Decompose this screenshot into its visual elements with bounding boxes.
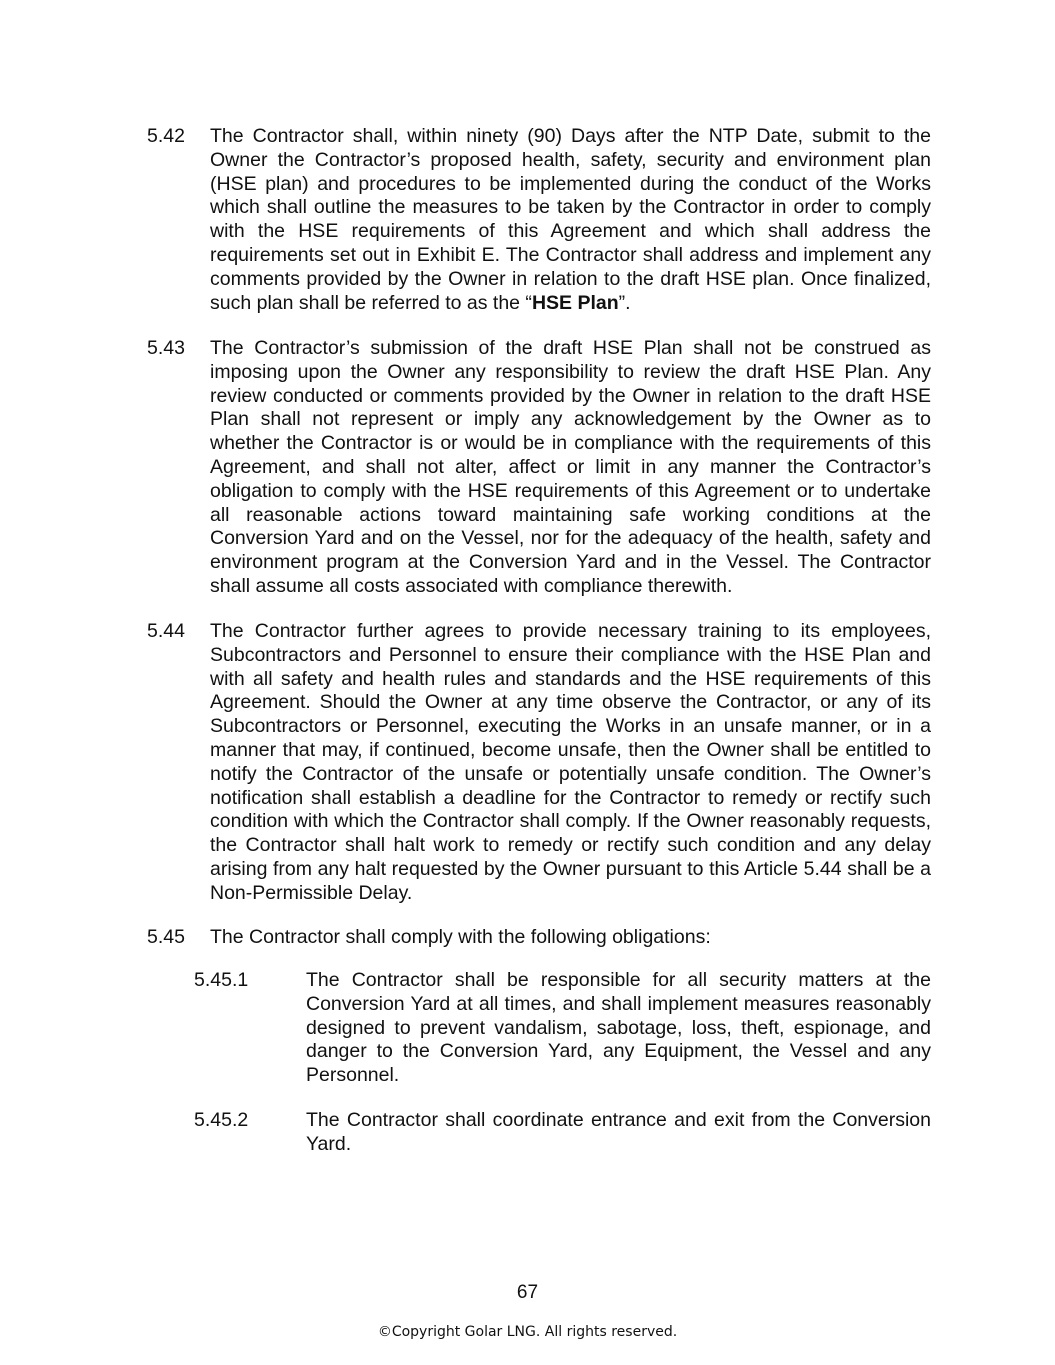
clause-5-44 [147, 620, 931, 906]
clause-5-42 [147, 125, 931, 315]
copyright-notice: ©Copyright Golar LNG. All rights reserved. [377, 1324, 678, 1340]
clause-number: 5.43 [147, 337, 185, 359]
subclause-text: The Contractor shall coordinate entrance and exit from the Conversion Yard. [306, 1109, 931, 1155]
subclause-number: 5.45.1 [194, 969, 249, 991]
clause-text: The Contractor further agrees to provide necessary training to its employees, Subcontractors and Personnel to ensure their compliance with the HSE Plan and with all safety and health rules and standards and the HSE requirements of this Agreement. Should the Owner at any time observe the Contractor, or any of its Subcontractors or Personnel, executing the Works in an unsafe manner, or in a manner that may, if continued, become unsafe, then the Owner shall be entitled to notify the Contractor of the unsafe or potentially unsafe condition. The Owner’s notification shall establish a deadline for the Contractor to remedy or rectify such condition with which the Contractor shall comply. If the Owner reasonably requests, the Contractor shall halt work to remedy or rectify such condition and any delay arising from any halt requested by the Owner pursuant to this Article 5.44 shall be a Non-Permissible Delay. [210, 620, 931, 904]
clause-5-45 [147, 926, 931, 950]
clause-5-43 [147, 337, 931, 599]
subclause-text: The Contractor shall be responsible for all security matters at the Conversion Yard at all times, and shall implement measures reasonably designed to prevent vandalism, sabotage, loss, theft, espionage, and danger to the Conversion Yard, any Equipment, the Vessel and any Personnel. [306, 969, 931, 1087]
clause-text: The Contractor shall comply with the following obligations: [210, 926, 711, 948]
page-number: 67 [516, 1282, 539, 1303]
clause-number: 5.44 [147, 620, 185, 642]
defined-term: HSE Plan [531, 291, 619, 314]
clause-number: 5.42 [147, 125, 185, 147]
clause-text-part: The Contractor shall, within ninety (90) Days after the NTP Date, submit to the Owner the Contractor’s proposed health, safety, security and environment plan (HSE plan) and procedures to be implemented during the conduct of the Works which shall outline the measures to be taken by the Contractor in order to comply with the HSE requirements of this Agreement and which shall address the requirements set out in Exhibit E. The Contractor shall address and implement any comments provided by the Owner in relation to the draft HSE plan. Once finalized, such plan shall be referred to as the “ [210, 125, 931, 314]
subclause-number: 5.45.2 [194, 1109, 249, 1131]
clause-number: 5.45 [147, 926, 185, 948]
subclause-5-45-1 [194, 969, 931, 1088]
clause-text-part: ”. [618, 291, 631, 314]
clause-text [210, 125, 931, 315]
subclause-5-45-2 [194, 1109, 931, 1157]
clause-text: The Contractor’s submission of the draft HSE Plan shall not be construed as imposing upon the Owner any responsibility to review the draft HSE Plan. Any review conducted or comments provided by the Owner in relation to the draft HSE Plan shall not represent or imply any acknowledgement by the Owner as to whether the Contractor is or would be in compliance with the requirements of this Agreement, and shall not alter, affect or limit in any manner the Contractor’s obligation to comply with the HSE requirements of this Agreement or to undertake all reasonable actions toward maintaining safe working conditions at the Conversion Yard and on the Vessel, nor for the adequacy of the health, safety and environment program at the Conversion Yard and in the Vessel. The Contractor shall assume all costs associated with compliance therewith. [210, 337, 931, 597]
